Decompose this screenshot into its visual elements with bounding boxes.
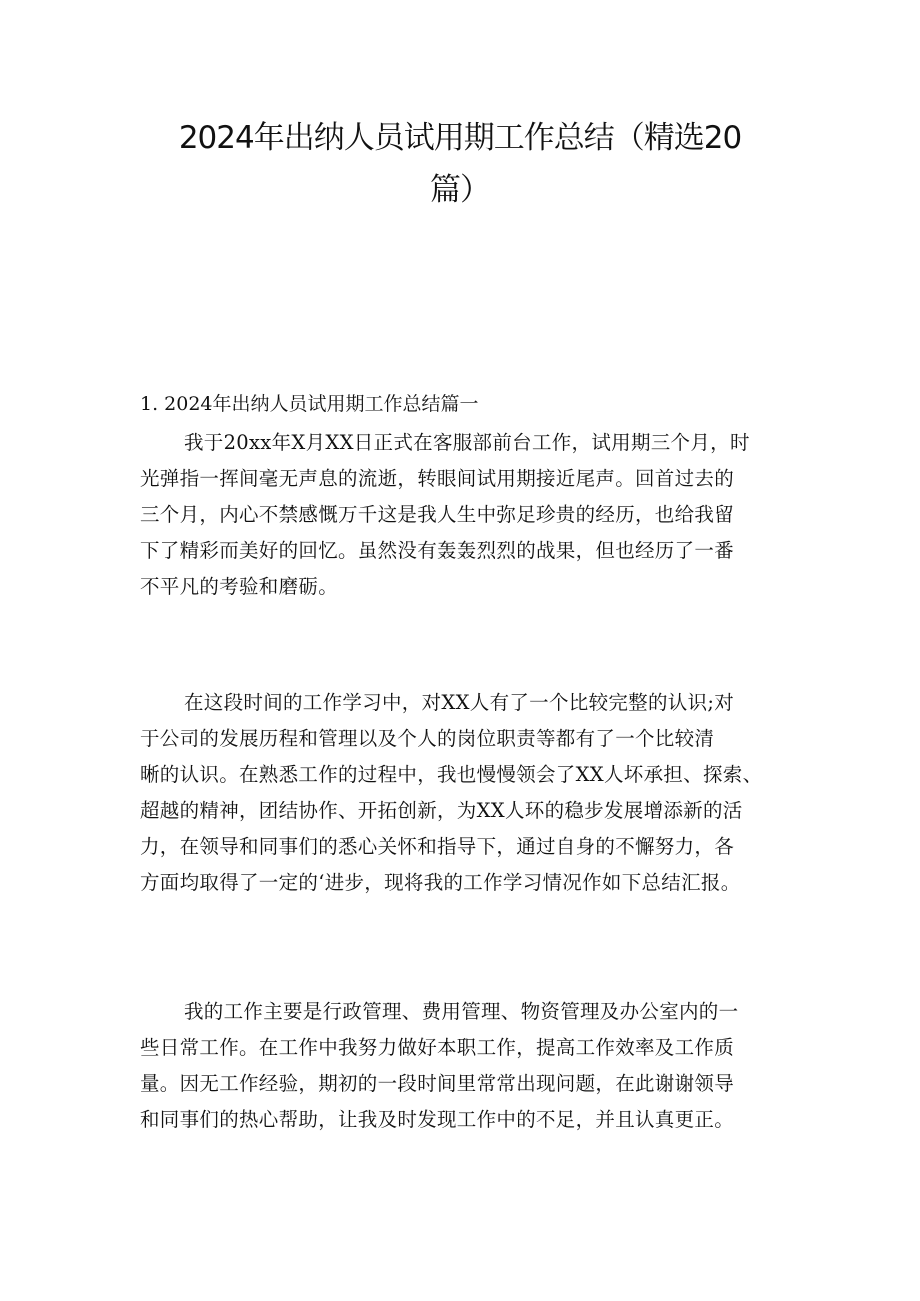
paragraph-line: 和同事们的热心帮助，让我及时发现工作中的不足，并且认真更正。 [140, 1108, 735, 1131]
paragraph-line: 我于20xx年X月XX日正式在客服部前台工作，试用期三个月，时 [184, 431, 750, 454]
document-title-line-1: 2024年出纳人员试用期工作总结（精选20 [178, 120, 742, 156]
paragraph-line: 些日常工作。在工作中我努力做好本职工作，提高工作效率及工作质 [140, 1036, 735, 1059]
paragraph-line: 量。因无工作经验，期初的一段时间里常常出现问题，在此谢谢领导 [140, 1072, 735, 1095]
paragraph-line: 我的工作主要是行政管理、费用管理、物资管理及办公室内的一 [184, 1000, 739, 1023]
paragraph-line: 晰的认识。在熟悉工作的过程中，我也慢慢领会了XX人坏承担、探索、 [140, 763, 763, 786]
paragraph-line: 力，在领导和同事们的悉心关怀和指导下，通过自身的不懈努力，各 [140, 835, 735, 858]
paragraph-2 [140, 685, 788, 901]
document-title-line-2: 篇） [430, 172, 490, 208]
document-title [130, 112, 790, 216]
paragraph-line: 在这段时间的工作学习中，对XX人有了一个比较完整的认识;对 [184, 691, 735, 714]
paragraph-line: 方面均取得了一定的‘进步，现将我的工作学习情况作如下总结汇报。 [140, 871, 741, 894]
paragraph-line: 光弹指一挥间毫无声息的流逝，转眼间试用期接近尾声。回首过去的 [140, 467, 735, 490]
paragraph-1 [140, 425, 788, 605]
paragraph-line: 超越的精神，团结协作、开拓创新，为XX人环的稳步发展增添新的活 [140, 799, 743, 822]
section-heading: 1. 2024年出纳人员试用期工作总结篇一 [140, 393, 479, 415]
paragraph-3 [140, 994, 788, 1138]
paragraph-line: 不平凡的考验和磨砺。 [140, 575, 339, 598]
paragraph-line: 下了精彩而美好的回忆。虽然没有轰轰烈烈的战果，但也经历了一番 [140, 539, 735, 562]
paragraph-line: 三个月，内心不禁感慨万千这是我人生中弥足珍贵的经历，也给我留 [140, 503, 735, 526]
paragraph-line: 于公司的发展历程和管理以及个人的岗位职责等都有了一个比较清 [140, 727, 715, 750]
